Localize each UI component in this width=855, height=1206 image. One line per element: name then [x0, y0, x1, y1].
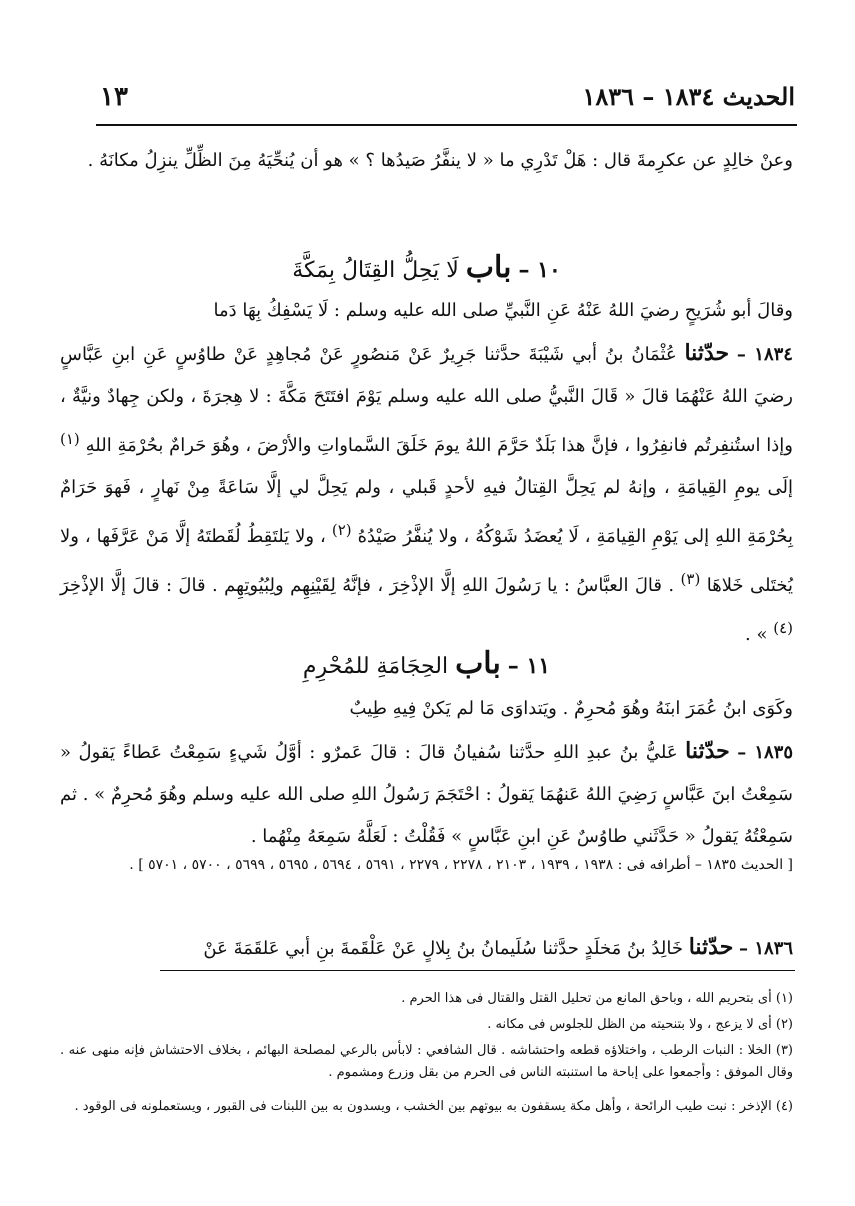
hadith-1834-text-part-1: عُثْمَانُ بنُ أبي شَيْبَةَ حدَّثنا جَرِيرٌ عَنْ مَنصُورٍ عَنْ مُجاهِدٍ عَنْ طاوُسٍ عَنِ ابنِ عَبَّاسٍ رضيَ اللهُ عَنْهُمَا قالَ « قَالَ النَّبيُّ صلى الله عليه وسلم يَوْمَ افتَتَحَ مَكَّةَ : لا هِجرَةَ ، ولكن جِهادٌ ونيَّةٌ ، وإذا استُنفِرتُم فانفِرُوا ، فإنَّ هذا بَلَدٌ حَرَّمَ اللهُ يومَ خَلَقَ السَّماواتِ والأرْضَ ، وهُوَ حَرامٌ بحُرْمَةِ اللهِ [60, 344, 793, 456]
intro-paragraph: وعنْ خالِدٍ عن عكرِمةَ قال : هَلْ تَدْرِي ما « لا ينفَّرُ صَيدُها ؟ » هو أن يُنحِّيَهُ مِنَ الظِّلِّ ينزِلُ مكانَهُ . [87, 150, 793, 171]
footnote-1: (١) أى بتحريم الله ، وباحق المانع من تحليل القتل والقتال فى هذا الحرم . [401, 991, 793, 1006]
hadith-1834-text-part-3: ، ولا يَلتَقِطُ لُقَطتَهُ إلَّا مَنْ عَرَّفَها ، ولا يُختَلى خَلاهَا [60, 526, 793, 596]
hadith-1836-text: خَالِدُ بنُ مَخلَدٍ حدَّثنا سُلَيمانُ بنُ بِلالٍ عَنْ عَلْقَمةَ بنِ أبي عَلقَمَةَ عَنْ [203, 938, 683, 959]
hadith-1836-paragraph [60, 926, 793, 970]
footnote-ref-2: (٢) [331, 521, 352, 539]
chapter-11-title: الحِجَامَةِ للمُحْرِمِ [302, 654, 449, 679]
hadith-1834-text-part-4: . قالَ العبَّاسُ : يا رَسُولَ اللهِ إلَّا الإذْخِرَ ، فإنَّهُ لِقَيْنِهِم ولِبُيُوتِهِم . قالَ : قالَ إلَّا الإذْخِرَ [60, 575, 675, 596]
chapter-10-intro-text: وقالَ أبو شُرَيحٍ رضيَ اللهُ عَنْهُ عَنِ النَّبيِّ صلى الله عليه وسلم : لَا يَسْفِكُ بِهَا دَما [213, 300, 793, 321]
footnote-3: (٣) الخلا : النبات الرطب ، واختلاؤه قطعه واحتشاشه . قال الشافعي : لابأس بالرعي لمصلحة البهائم ، بخلاف الاحتشاش فإنه منهى عنه . وقال الموفق : وأجمعوا على إباحة ما استنبته الناس فى الحرم من بقل وزرع ومشموم . [60, 1043, 793, 1080]
hadith-1835-text: عَليُّ بنُ عبدِ اللهِ حدَّثنا سُفيانُ قالَ : قالَ عَمرٌو : أوَّلُ شَيءٍ سَمِعْتُ عَطاءً يَقولُ « سَمِعْتُ ابنَ عَبَّاسٍ رَضِيَ اللهُ عَنهُمَا يَقولُ : احْتَجَمَ رَسُولُ اللهِ صلى الله عليه وسلم وهُوَ مُحرِمٌ » . ثم سَمِعْتُهُ يَقولُ « حَدَّثَني طاوُسٌ عَنِ ابنِ عَبَّاسٍ » فَقُلْتُ : لَعَلَّهُ سَمِعَهُ مِنْهُما . [60, 742, 793, 847]
hadith-1834-tahdith: حدّثنا [684, 340, 730, 366]
page-header [100, 82, 795, 120]
chapter-10-title: لَا يَحِلُّ القِتَالُ بِمَكَّةَ [292, 258, 459, 283]
chapter-11-number: ١١ – [507, 653, 551, 679]
chapter-11-body [60, 688, 793, 858]
chapter-10-number: ١٠ – [518, 257, 561, 283]
footnotes-divider [160, 970, 795, 971]
hadith-1834-text-part-2: إلَى يومِ القِيامَةِ ، وإنهُ لم يَحِلَّ القِتالُ فيهِ لأحدٍ قَبلي ، ولم يَحِلَّ لي إلَّا سَاعَةً مِنْ نَهارٍ ، فَهوَ حَرَامٌ بِحُرْمَةِ اللهِ إلى يَوْمِ القِيامَةِ ، لَا يُعضَدُ شَوْكُهُ ، ولا يُنفَّرُ صَيْدُهُ [60, 477, 793, 547]
hadith-1834-closing: » . [745, 624, 768, 645]
hadith-range-title: الحديث ١٨٣٤ – ١٨٣٦ [582, 82, 795, 111]
chapter-11-intro-text: وكَوَى ابنُ عُمَرَ ابنَهُ وهُوَ مُحرِمٌ . ويَتداوَى مَا لم يَكنْ فِيهِ طِيبٌ [349, 698, 793, 719]
chapter-11-heading [60, 646, 793, 681]
footnote-ref-3: (٣) [680, 570, 701, 588]
chapter-10-body [60, 290, 793, 656]
chapter-10-bab: باب [465, 250, 512, 285]
chapter-10-heading [60, 250, 793, 285]
hadith-1836-tahdith: حدّثنا [688, 934, 734, 960]
footnote-4: (٤) الإذخر : نبت طيب الرائحة ، وأهل مكة يسقفون به بيوتهم بين الخشب ، ويسدون به بين اللبنات فى القبور ، ويستعملونه فى الوقود . [74, 1099, 793, 1114]
footnote-ref-1: (١) [60, 430, 80, 448]
header-divider [96, 124, 797, 126]
hadith-1836-number: ١٨٣٦ – [739, 938, 793, 959]
hadith-1835-cross-reference: [ الحديث ١٨٣٥ – أطرافه فى : ١٩٣٨ ، ١٩٣٩ ، ٢١٠٣ ، ٢٢٧٨ ، ٢٢٧٩ ، ٥٦٩١ ، ٥٦٩٤ ، ٥٦٩٥ ، ٥٦٩٩ ، ٥٧٠٠ ، ٥٧٠١ ] . [129, 857, 793, 873]
chapter-11-bab: باب [455, 646, 501, 681]
hadith-1834-number: ١٨٣٤ – [736, 344, 793, 365]
footnote-ref-4: (٤) [773, 619, 793, 637]
footnote-2: (٢) أى لا يزعج ، ولا بتنحيته من الظل للجلوس فى مكانه . [487, 1017, 793, 1032]
hadith-1835-tahdith: حدّثنا [685, 738, 730, 764]
page-number: ١٣ [100, 82, 128, 112]
hadith-1835-number: ١٨٣٥ – [737, 742, 793, 763]
